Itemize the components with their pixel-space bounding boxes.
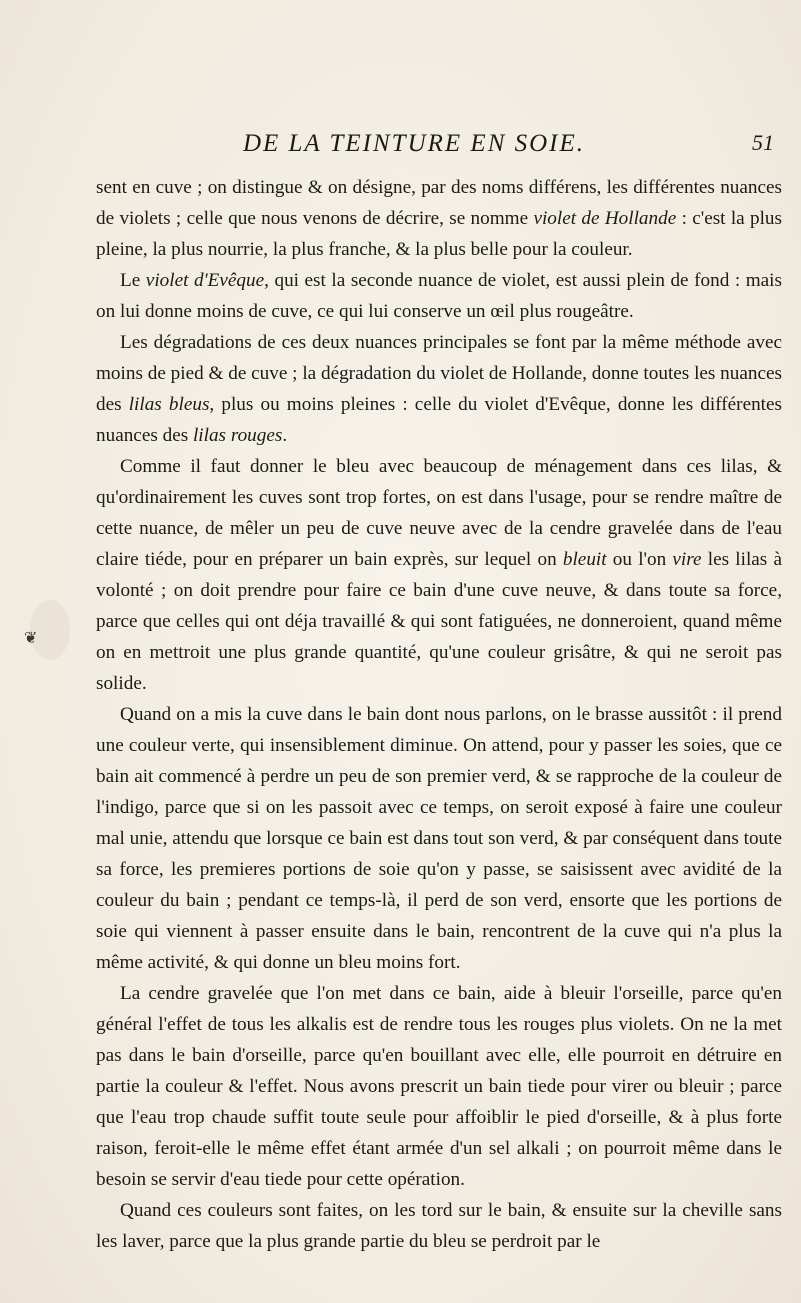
text-run: , plus ou moins pleines : celle du violet d'Evêque, donne les différentes nuances des (96, 394, 782, 446)
paragraph (96, 978, 782, 1195)
italic-term: violet d'Evêque (145, 270, 265, 291)
text-run: ou l'on (606, 549, 673, 570)
paragraph (96, 451, 782, 699)
italic-term: violet de Hollande (533, 208, 677, 229)
body-text (96, 172, 782, 1257)
text-run: La cendre gravelée que l'on met dans ce bain, aide à bleuir l'orseille, parce qu'en général l'effet de tous les alkalis est de rendre tous les rouges plus violets. On ne la met pas dans le bain d'orseille, parce qu'en bouillant avec elle, elle pourroit en détruire en partie la couleur & l'effet. Nous avons prescrit un bain tiede pour virer ou bleuir ; parce que l'eau trop chaude suffit toute seule pour affoiblir le pied d'orseille, & à plus forte raison, feroit-elle le même effet étant armée d'un sel alkali ; on pourroit même dans le besoin se servir d'eau tiede pour cette opération. (96, 983, 782, 1190)
text-run: sent en cuve ; on distingue & on désigne, par des noms différens, les différentes nuances de violets ; celle que nous venons de décrire, se nomme (96, 177, 782, 229)
italic-term: bleuit (562, 549, 607, 570)
page-header (96, 130, 786, 164)
paragraph (96, 265, 782, 327)
text-run: : c'est la plus pleine, la plus nourrie, la plus franche, & la plus belle pour la couleur. (96, 208, 782, 260)
text-run: Quand ces couleurs sont faites, on les tord sur le bain, & ensuite sur la cheville sans les laver, parce que la plus grande partie du bleu se perdroit par le (96, 1200, 782, 1252)
text-run: . (282, 425, 288, 446)
text-run: Le (120, 270, 146, 291)
text-run: Les dégradations de ces deux nuances principales se font par la même méthode avec moins de pied & de cuve ; la dégradation du violet de Hollande, donne toutes les nuances des (96, 332, 782, 415)
paragraph (96, 172, 782, 265)
paragraph (96, 1195, 782, 1257)
text-run: , qui est la seconde nuance de violet, est aussi plein de fond : mais on lui donne moins de cuve, ce qui lui conserve un œil plus rougeâtre. (96, 270, 782, 322)
text-run: les lilas à volonté ; on doit prendre pour faire ce bain d'une cuve neuve, & dans toute sa force, parce que celles qui ont déja travaillé & qui sont fatiguées, ne donneroient, quand même on en mettroit une plus grande quantité, qu'une couleur grisâtre, & qui ne seroit pas solide. (96, 549, 782, 694)
italic-term: vire (672, 549, 702, 570)
paragraph (96, 699, 782, 978)
page-number: 51 (752, 130, 774, 155)
running-head: DE LA TEINTURE EN SOIE. (242, 130, 586, 157)
paragraph (96, 327, 782, 451)
italic-term: lilas rouges (192, 425, 283, 446)
italic-term: lilas bleus (128, 394, 210, 415)
text-run: Comme il faut donner le bleu avec beaucoup de ménagement dans ces lilas, & qu'ordinairement les cuves sont trop fortes, on est dans l'usage, pour se rendre maître de cette nuance, de mêler un peu de cuve neuve avec de la cendre gravelée dans de l'eau claire tiéde, pour en préparer un bain exprès, sur lequel on (96, 456, 782, 570)
text-run: Quand on a mis la cuve dans le bain dont nous parlons, on le brasse aussitôt : il prend une couleur verte, qui insensiblement diminue. On attend, pour y passer les soies, que ce bain ait commencé à perdre un peu de son premier verd, & se rapproche de la couleur de l'indigo, parce que si on les passoit avec ce temps, on seroit exposé à faire une couleur mal unie, attendu que lorsque ce bain est dans tout son verd, & par conséquent dans toute sa force, les premieres portions de soie qu'on y passe, se saisissent avec avidité de la couleur du bain ; pendant ce temps-là, il perd de son verd, ensorte que les portions de soie qui viennent à passer ensuite dans le bain, rencontrent de la cuve qui n'a plus la même activité, & qui donne un bleu moins fort. (96, 704, 782, 973)
margin-ornament: ❦ (24, 628, 38, 647)
